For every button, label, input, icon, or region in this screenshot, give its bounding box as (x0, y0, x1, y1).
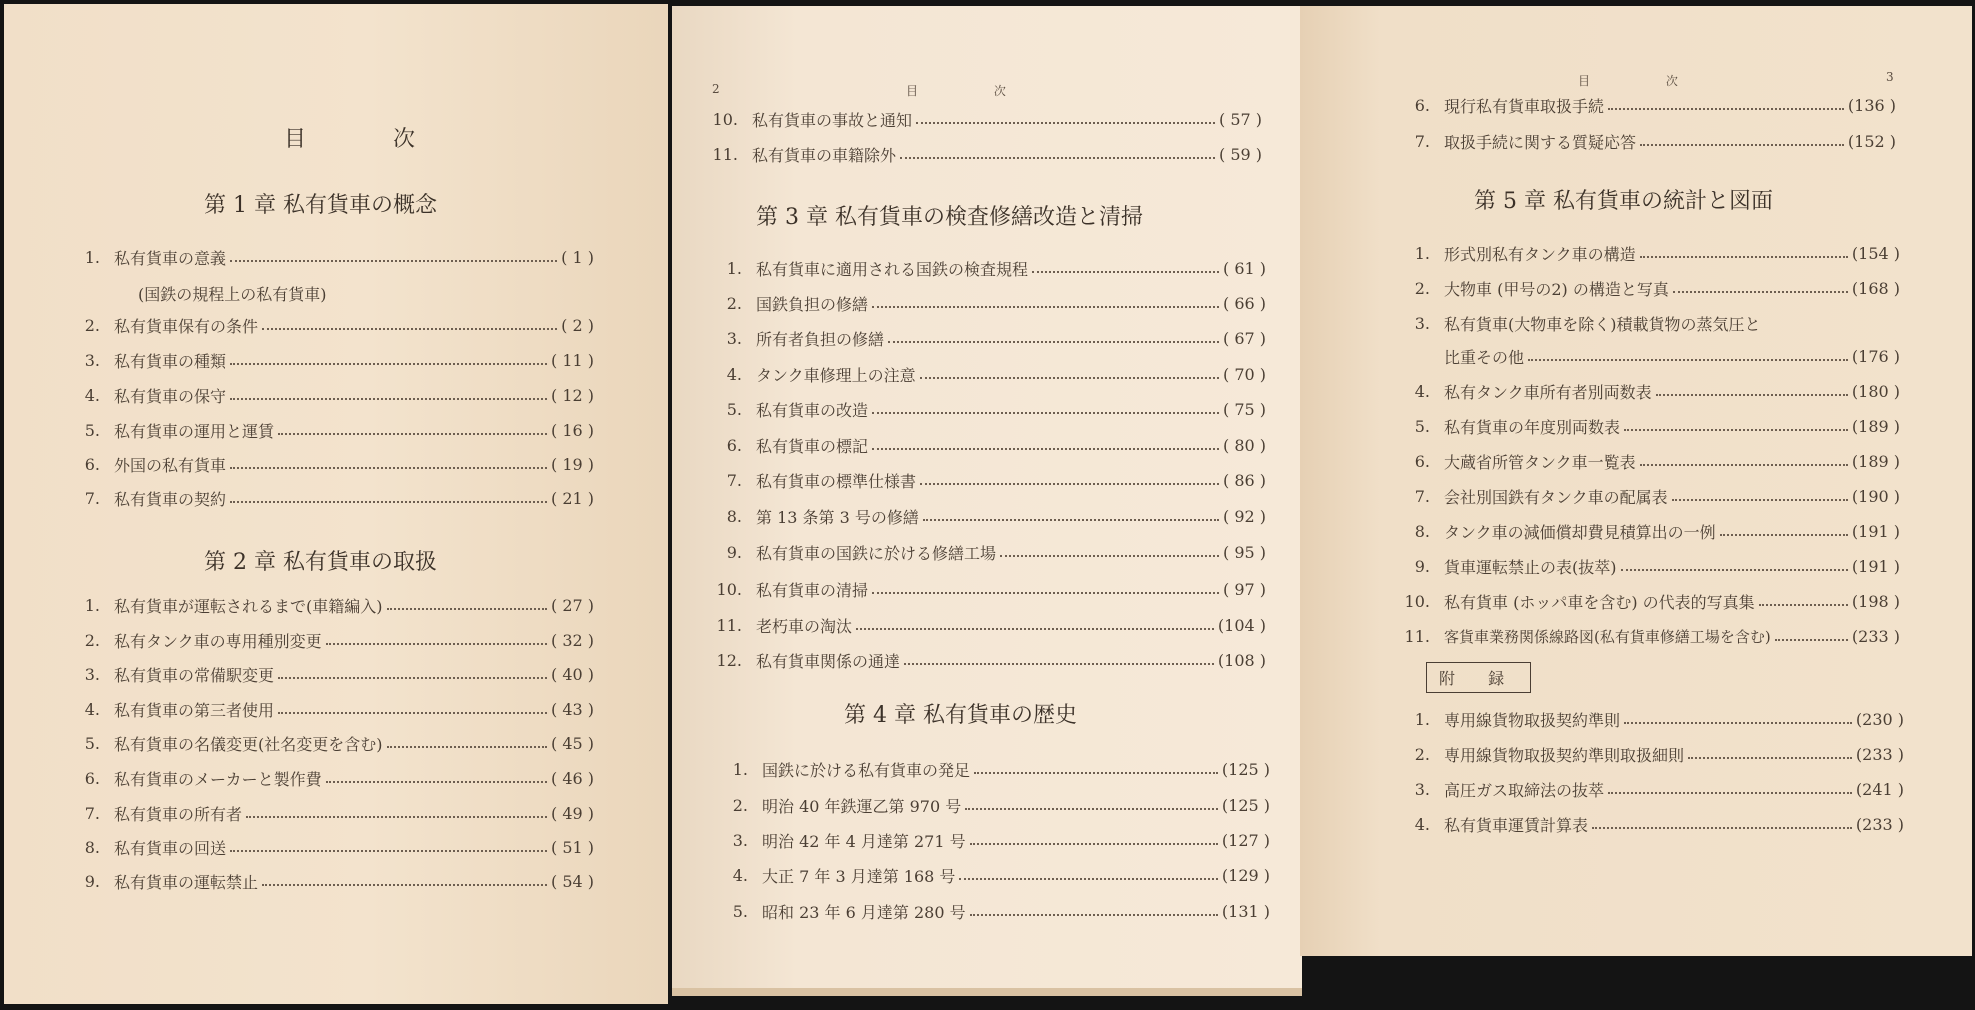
toc-entry[interactable]: 8. 第 13 条第 3 号の修繕 ( 92 ) (726, 506, 1266, 527)
dot-leader (1673, 291, 1848, 293)
toc-entry[interactable]: 3. 私有貨車の種類 ( 11 ) (84, 350, 594, 371)
toc-entry[interactable]: 6. 現行私有貨車取扱手続 (136 ) (1414, 95, 1896, 116)
dot-leader (387, 608, 547, 610)
left-page (4, 4, 668, 1004)
dot-leader (1624, 429, 1848, 431)
dot-leader (262, 328, 557, 330)
dot-leader (900, 157, 1215, 159)
toc-entry[interactable]: 3. 所有者負担の修繕 ( 67 ) (726, 328, 1266, 349)
dot-leader (278, 677, 547, 679)
running-head: 目 次 (1578, 74, 1714, 88)
toc-entry-line1[interactable]: 3. 私有貨車(大物車を除く)積載貨物の蒸気圧と (1414, 313, 1761, 334)
toc-entry[interactable]: 12. 私有貨車関係の通達 (108 ) (716, 650, 1266, 671)
dot-leader (326, 781, 547, 783)
dot-leader (872, 592, 1219, 594)
toc-title: 目 次 (284, 127, 455, 152)
dot-leader (1672, 499, 1848, 501)
chapter-4-heading: 第 4 章 私有貨車の歴史 (844, 703, 1077, 728)
appendix-heading: 附 録 (1426, 662, 1531, 693)
chapter-1-heading: 第 1 章 私有貨車の概念 (204, 193, 437, 218)
dot-leader (920, 377, 1219, 379)
toc-entry[interactable]: 7. 私有貨車の標準仕様書 ( 86 ) (726, 470, 1266, 491)
dot-leader (888, 341, 1219, 343)
toc-entry[interactable]: 2. 私有貨車保有の条件 ( 2 ) (84, 315, 594, 336)
dot-leader (1528, 359, 1848, 361)
middle-page (672, 6, 1302, 996)
toc-entry[interactable]: 1. 私有貨車に適用される国鉄の検査規程 ( 61 ) (726, 258, 1266, 279)
dot-leader (1688, 757, 1852, 759)
dot-leader (1759, 604, 1848, 606)
dot-leader (872, 448, 1219, 450)
toc-entry[interactable]: 11. 客貨車業務関係線路図(私有貨車修繕工場を含む) (233 ) (1404, 626, 1900, 646)
toc-entry[interactable]: 2. 専用線貨物取扱契約準則取扱細則 (233 ) (1414, 744, 1904, 765)
toc-entry[interactable]: 4. 私有貨車の保守 ( 12 ) (84, 385, 594, 406)
dot-leader (904, 663, 1214, 665)
toc-entry[interactable]: 5. 昭和 23 年 6 月達第 280 号 (131 ) (732, 901, 1270, 922)
toc-entry[interactable]: 4. 私有貨車運賃計算表 (233 ) (1414, 814, 1904, 835)
dot-leader (278, 712, 547, 714)
dot-leader (970, 843, 1218, 845)
toc-entry[interactable]: 5. 私有貨車の運用と運賃 ( 16 ) (84, 420, 594, 441)
dot-leader (1608, 108, 1844, 110)
toc-entry[interactable]: 2. 私有タンク車の専用種別変更 ( 32 ) (84, 630, 594, 651)
toc-entry[interactable]: 1. 私有貨車の意義 ( 1 ) (84, 247, 594, 268)
dot-leader (387, 746, 547, 748)
dot-leader (1608, 792, 1852, 794)
dot-leader (230, 260, 557, 262)
dot-leader (230, 467, 547, 469)
toc-entry[interactable]: 6. 大蔵省所管タンク車一覧表 (189 ) (1414, 451, 1900, 472)
toc-entry[interactable]: 6. 私有貨車の標記 ( 80 ) (726, 435, 1266, 456)
toc-entry[interactable]: 10. 私有貨車の事故と通知 ( 57 ) (712, 109, 1262, 130)
chapter-5-heading: 第 5 章 私有貨車の統計と図面 (1474, 189, 1773, 214)
page-edge (672, 988, 1302, 996)
dot-leader (230, 363, 547, 365)
toc-entry[interactable]: 10. 私有貨車 (ホッパ車を含む) の代表的写真集 (198 ) (1404, 591, 1900, 612)
dot-leader (856, 628, 1214, 630)
toc-entry[interactable]: 8. 私有貨車の回送 ( 51 ) (84, 837, 594, 858)
dot-leader (970, 914, 1218, 916)
toc-entry[interactable]: 2. 明治 40 年鉄運乙第 970 号 (125 ) (732, 795, 1270, 816)
dot-leader (1775, 639, 1848, 641)
running-head: 目 次 (906, 84, 1042, 98)
toc-entry[interactable]: 1. 形式別私有タンク車の構造 (154 ) (1414, 243, 1900, 264)
dot-leader (246, 816, 547, 818)
dot-leader (872, 306, 1219, 308)
dot-leader (230, 850, 547, 852)
toc-entry[interactable]: 11. 私有貨車の車籍除外 ( 59 ) (712, 144, 1262, 165)
dot-leader (1592, 827, 1852, 829)
toc-entry[interactable]: 3. 高圧ガス取締法の抜萃 (241 ) (1414, 779, 1904, 800)
toc-entry[interactable]: 1. 専用線貨物取扱契約準則 (230 ) (1414, 709, 1904, 730)
toc-entry[interactable]: 6. 外国の私有貨車 ( 19 ) (84, 454, 594, 475)
toc-entry[interactable]: 4. 大正 7 年 3 月達第 168 号 (129 ) (732, 865, 1270, 886)
toc-entry[interactable]: 比重その他 (176 ) (1444, 346, 1900, 367)
dot-leader (1656, 394, 1848, 396)
toc-entry[interactable]: 4. 私有タンク車所有者別両数表 (180 ) (1414, 381, 1900, 402)
toc-entry[interactable]: 5. 私有貨車の年度別両数表 (189 ) (1414, 416, 1900, 437)
dot-leader (959, 878, 1217, 880)
toc-entry[interactable]: 3. 明治 42 年 4 月達第 271 号 (127 ) (732, 830, 1270, 851)
toc-entry[interactable]: 7. 会社別国鉄有タンク車の配属表 (190 ) (1414, 486, 1900, 507)
dot-leader (1624, 722, 1852, 724)
dot-leader (1720, 534, 1848, 536)
page-number: 2 (712, 82, 720, 96)
page-number: 3 (1886, 70, 1894, 84)
toc-entry[interactable]: 5. 私有貨車の改造 ( 75 ) (726, 399, 1266, 420)
toc-entry[interactable]: 3. 私有貨車の常備駅変更 ( 40 ) (84, 664, 594, 685)
toc-entry[interactable]: 2. 国鉄負担の修繕 ( 66 ) (726, 293, 1266, 314)
toc-entry[interactable]: 9. 私有貨車の国鉄に於ける修繕工場 ( 95 ) (726, 542, 1266, 563)
dot-leader (916, 122, 1215, 124)
toc-entry[interactable]: 4. タンク車修理上の注意 ( 70 ) (726, 364, 1266, 385)
toc-entry[interactable]: 1. 国鉄に於ける私有貨車の発足 (125 ) (732, 759, 1270, 780)
dot-leader (965, 808, 1218, 810)
dot-leader (974, 772, 1218, 774)
dot-leader (1640, 144, 1844, 146)
toc-entry[interactable]: 11. 老朽車の淘汰 (104 ) (716, 615, 1266, 636)
dot-leader (1032, 271, 1219, 273)
dot-leader (1000, 555, 1219, 557)
dot-leader (278, 433, 547, 435)
dot-leader (1621, 569, 1848, 571)
dot-leader (872, 412, 1219, 414)
toc-entry[interactable]: 4. 私有貨車の第三者使用 ( 43 ) (84, 699, 594, 720)
toc-entry[interactable]: 6. 私有貨車のメーカーと製作費 ( 46 ) (84, 768, 594, 789)
right-page (1300, 6, 1972, 956)
toc-entry[interactable]: 9. 私有貨車の運転禁止 ( 54 ) (84, 871, 594, 892)
toc-entry[interactable]: 7. 私有貨車の契約 ( 21 ) (84, 488, 594, 509)
dot-leader (920, 483, 1219, 485)
dot-leader (230, 501, 547, 503)
toc-entry[interactable]: 1. 私有貨車が運転されるまで(車籍編入) ( 27 ) (84, 595, 594, 616)
dot-leader (326, 643, 547, 645)
toc-entry[interactable]: 7. 取扱手続に関する質疑応答 (152 ) (1414, 131, 1896, 152)
dot-leader (1640, 464, 1848, 466)
dot-leader (230, 398, 547, 400)
chapter-2-heading: 第 2 章 私有貨車の取扱 (204, 550, 437, 575)
toc-entry[interactable]: 7. 私有貨車の所有者 ( 49 ) (84, 803, 594, 824)
chapter-3-heading: 第 3 章 私有貨車の検査修繕改造と清掃 (756, 205, 1143, 230)
dot-leader (1640, 256, 1848, 258)
dot-leader (262, 884, 547, 886)
toc-entry[interactable]: 5. 私有貨車の名儀変更(社名変更を含む) ( 45 ) (84, 733, 594, 754)
dot-leader (923, 519, 1219, 521)
toc-entry[interactable]: 9. 貨車運転禁止の表(抜萃) (191 ) (1414, 556, 1900, 577)
toc-entry[interactable]: 2. 大物車 (甲号の2) の構造と写真 (168 ) (1414, 278, 1900, 299)
toc-entry[interactable]: 8. タンク車の減価償却費見積算出の一例 (191 ) (1414, 521, 1900, 542)
toc-entry[interactable]: 10. 私有貨車の清掃 ( 97 ) (716, 579, 1266, 600)
toc-subline: (国鉄の規程上の私有貨車) (138, 285, 327, 304)
